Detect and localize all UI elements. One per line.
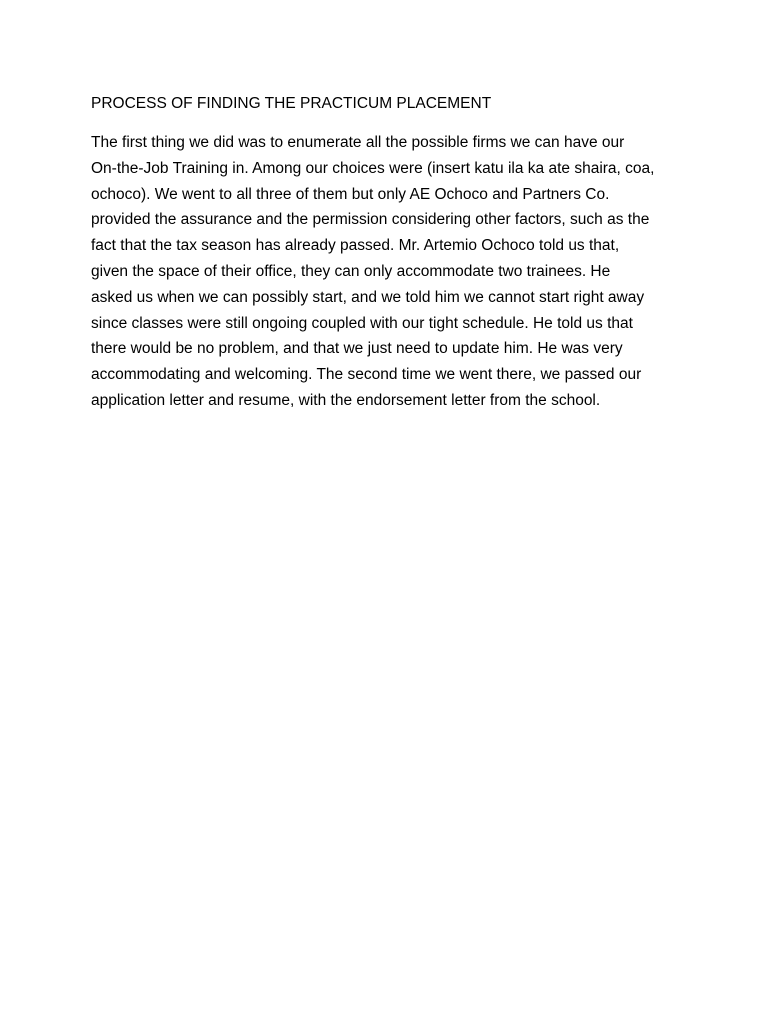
paragraph-line: application letter and resume, with the endorsement letter from the school. [91,391,601,409]
paragraph-line: since classes were still ongoing coupled with our tight schedule. He told us that [91,314,633,332]
paragraph-line: fact that the tax season has already passed. Mr. Artemio Ochoco told us that, [91,237,620,255]
paragraph-line: accommodating and welcoming. The second time we went there, we passed our [91,366,642,384]
paragraph-line: there would be no problem, and that we just need to update him. He was very [91,340,623,358]
paragraph-line: provided the assurance and the permission considering other factors, such as the [91,211,650,229]
paragraph-line: On-the-Job Training in. Among our choices were (insert katu ila ka ate shaira, coa, [91,159,655,177]
document-paragraph [91,130,691,414]
document-heading: PROCESS OF FINDING THE PRACTICUM PLACEMENT [91,95,492,112]
paragraph-line: given the space of their office, they can only accommodate two trainees. He [91,262,611,280]
paragraph-line: The first thing we did was to enumerate all the possible firms we can have our [91,134,625,151]
paragraph-line: ochoco). We went to all three of them but only AE Ochoco and Partners Co. [91,185,610,203]
paragraph-line: asked us when we can possibly start, and we told him we cannot start right away [91,288,645,306]
